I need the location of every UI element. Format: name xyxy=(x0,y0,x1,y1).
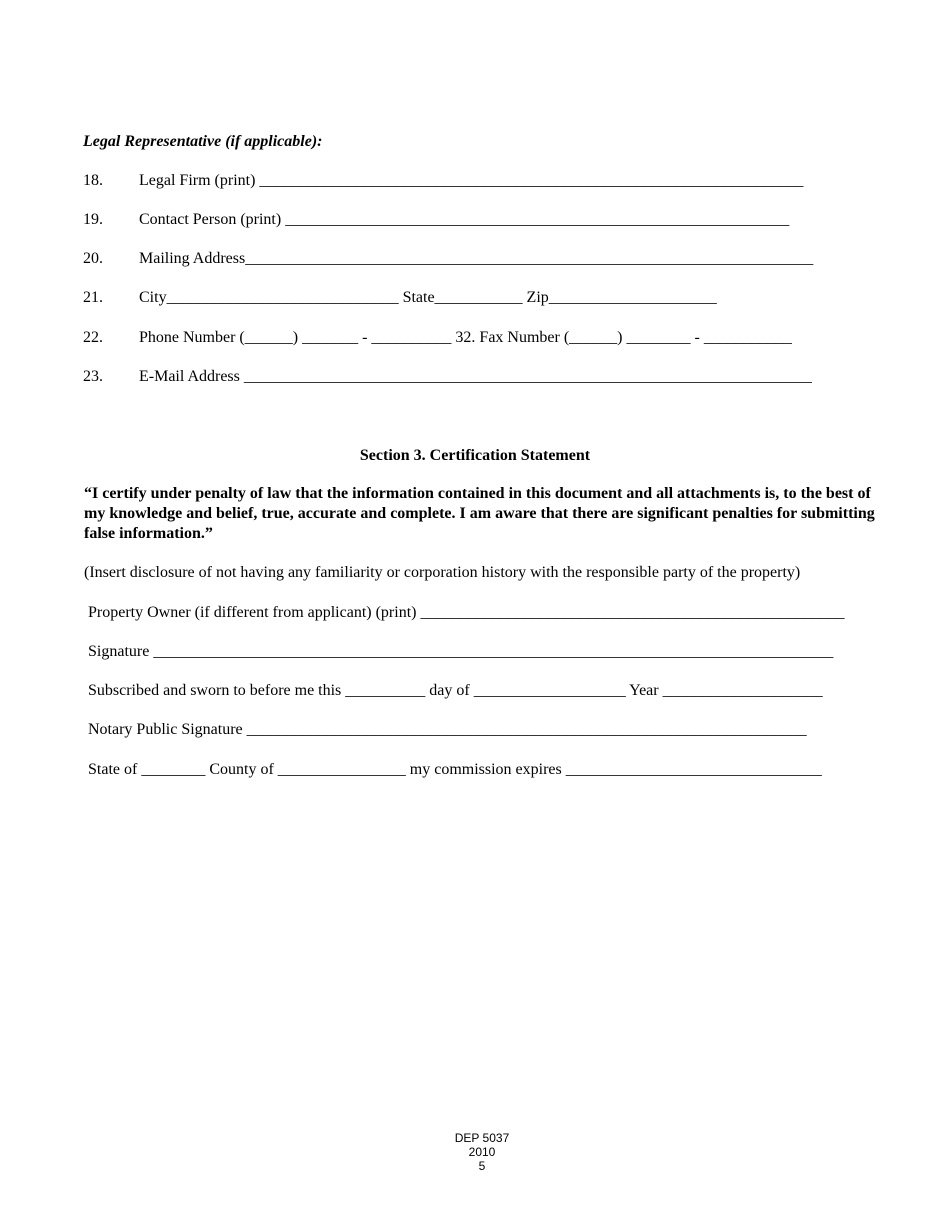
item-number: 20. xyxy=(83,250,103,267)
contact-person-field[interactable]: Contact Person (print) _______________________________________________________________ xyxy=(139,211,790,228)
form-number: DEP 5037 xyxy=(454,1131,510,1145)
property-owner-field[interactable]: Property Owner (if different from applicant) (print) _____________________________________________________ xyxy=(88,604,845,621)
email-address-field[interactable]: E-Mail Address _______________________________________________________________________ xyxy=(139,368,812,385)
city-state-zip-field[interactable]: City_____________________________ State___________ Zip_____________________ xyxy=(139,289,717,306)
item-number: 21. xyxy=(83,289,103,306)
subscribed-sworn-field[interactable]: Subscribed and sworn to before me this __________ day of ___________________ Year ____________________ xyxy=(88,682,823,699)
page-number: 5 xyxy=(478,1159,486,1173)
signature-field[interactable]: Signature _____________________________________________________________________________________ xyxy=(88,643,834,660)
legal-firm-field[interactable]: Legal Firm (print) ____________________________________________________________________ xyxy=(139,172,804,189)
item-number: 22. xyxy=(83,329,103,346)
disclosure-note: (Insert disclosure of not having any familiarity or corporation history with the responsible party of the property) xyxy=(84,564,801,581)
certification-statement: “I certify under penalty of law that the information contained in this document and all attachments is, to the best of my knowledge and belief, true, accurate and complete. I am aware that there are significant penalties for submitting false information.” xyxy=(84,485,875,542)
item-number: 19. xyxy=(83,211,103,228)
item-number: 23. xyxy=(83,368,103,385)
mailing-address-field[interactable]: Mailing Address_______________________________________________________________________ xyxy=(139,250,814,267)
legal-representative-heading: Legal Representative (if applicable): xyxy=(83,133,323,150)
form-year: 2010 xyxy=(468,1145,496,1159)
item-number: 18. xyxy=(83,172,103,189)
notary-signature-field[interactable]: Notary Public Signature ______________________________________________________________________ xyxy=(88,721,807,738)
state-county-commission-field[interactable]: State of ________ County of ________________ my commission expires ________________________________ xyxy=(88,761,822,778)
section-title: Section 3. Certification Statement xyxy=(359,447,591,464)
phone-fax-field[interactable]: Phone Number (______) _______ - __________ 32. Fax Number (______) ________ - ___________ xyxy=(139,329,792,346)
